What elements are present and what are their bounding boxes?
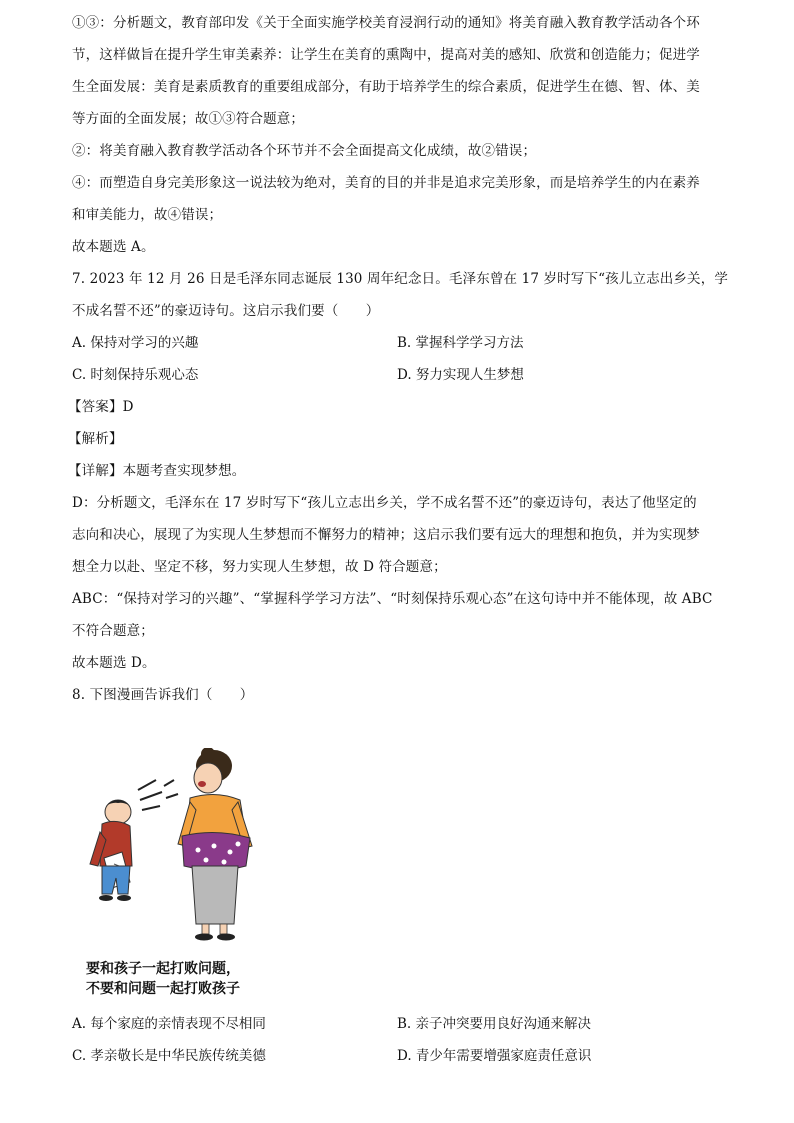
q6-analysis-line: 节，这样做旨在提升学生审美素养：让学生在美育的熏陶中，提高对美的感知、欣赏和创造能力；促进学: [72, 47, 700, 63]
q7-explain-line: D：分析题文，毛泽东在 17 岁时写下“孩儿立志出乡关，学不成名誓不还”的豪迈诗句，表达了他坚定的: [72, 495, 697, 511]
q7-option-b: B. 掌握科学学习方法: [397, 335, 524, 351]
q7-explain-line: 不符合题意；: [72, 623, 154, 639]
q6-analysis-line: 和审美能力，故④错误；: [72, 207, 223, 223]
q7-option-d: D. 努力实现人生梦想: [397, 367, 524, 383]
q7-answer: 【答案】D: [68, 399, 134, 415]
q7-explain-line: 志向和决心，展现了为实现人生梦想而不懈努力的精神；这启示我们要有远大的理想和抱负，并为实现梦: [72, 527, 700, 543]
parent-child-cartoon: [78, 748, 278, 948]
q7-detail: 【详解】本题考查实现梦想。: [68, 463, 246, 479]
q6-analysis-line: ②：将美育融入教育教学活动各个环节并不会全面提高文化成绩，故②错误；: [72, 143, 537, 159]
q6-analysis-line: 等方面的全面发展；故①③符合题意；: [72, 111, 305, 127]
q7-stem-line: 7. 2023 年 12 月 26 日是毛泽东同志诞辰 130 周年纪念日。毛泽东曾在 17 岁时写下“孩儿立志出乡关，学: [72, 271, 729, 287]
q8-stem: 8. 下图漫画告诉我们（ ）: [72, 687, 254, 703]
q6-analysis-line: ④：而塑造自身完美形象这一说法较为绝对，美育的目的并非是追求完美形象，而是培养学生的内在素养: [72, 175, 700, 191]
q7-explain-line: 想全力以赴、坚定不移，努力实现人生梦想，故 D 符合题意；: [72, 559, 447, 575]
q8-option-b: B. 亲子冲突要用良好沟通来解决: [397, 1016, 592, 1032]
q7-stem-line: 不成名誓不还”的豪迈诗句。这启示我们要（ ）: [72, 303, 380, 319]
q7-option-a: A. 保持对学习的兴趣: [72, 335, 199, 351]
q7-option-c: C. 时刻保持乐观心态: [72, 367, 199, 383]
q8-option-c: C. 孝亲敬长是中华民族传统美德: [72, 1048, 266, 1064]
q8-option-a: A. 每个家庭的亲情表现不尽相同: [72, 1016, 266, 1032]
speech-lines-icon: [138, 780, 178, 810]
q7-explain-line: ABC：“保持对学习的兴趣”、“掌握科学学习方法”、“时刻保持乐观心态”在这句诗中并不能体现，故 ABC: [72, 591, 713, 607]
mother-figure-icon: [178, 748, 252, 941]
q6-conclusion: 故本题选 A。: [72, 239, 155, 255]
cartoon-caption-line-1: 要和孩子一起打败问题，: [86, 961, 240, 977]
q6-analysis-line: ①③：分析题文，教育部印发《关于全面实施学校美育浸润行动的通知》将美育融入教育教学活动各个环: [72, 15, 700, 31]
q7-conclusion: 故本题选 D。: [72, 655, 156, 671]
q8-option-d: D. 青少年需要增强家庭责任意识: [397, 1048, 592, 1064]
q7-analysis-label: 【解析】: [68, 431, 123, 447]
q6-analysis-line: 生全面发展：美育是素质教育的重要组成部分，有助于培养学生的综合素质，促进学生在德、智、体、美: [72, 79, 700, 95]
child-figure-icon: [90, 800, 132, 901]
cartoon-caption-line-2: 不要和问题一起打败孩子: [86, 981, 240, 997]
